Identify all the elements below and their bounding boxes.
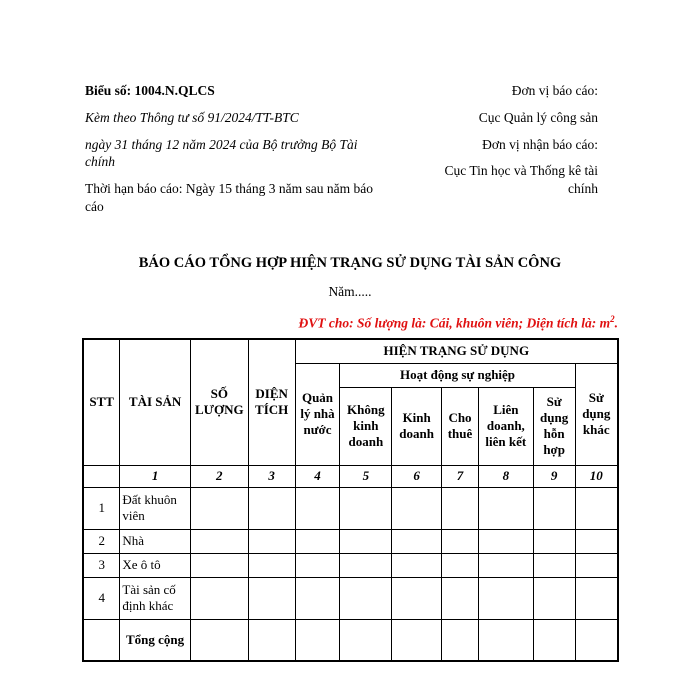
header-state-management: Quản lý nhà nước [295,363,340,465]
header-non-business: Không kinh doanh [340,387,392,465]
column-index-2: 2 [190,465,248,487]
unit-note-superscript: 2 [610,314,615,324]
row-asset-name: Đất khuôn viên [120,487,190,529]
unit-note-text: ĐVT cho: Số lượng là: Cái, khuôn viên; Diện tích là: m [298,315,611,331]
column-index-10: 10 [575,465,618,487]
asset-status-table [82,338,619,662]
column-index-5: 5 [340,465,392,487]
total-label: Tổng cộng [120,619,190,661]
column-index-8: 8 [478,465,533,487]
table-row [83,553,618,577]
header-usage-status: HIỆN TRẠNG SỬ DỤNG [295,339,618,363]
row-stt: 3 [83,553,120,577]
header-business: Kinh doanh [392,387,442,465]
column-index-9: 9 [533,465,575,487]
form-header-right [418,82,598,207]
column-index-4: 4 [295,465,340,487]
column-index-1: 1 [120,465,190,487]
header-other-use: Sử dụng khác [575,363,618,465]
header-lease: Cho thuê [442,387,479,465]
row-asset-name: Tài sản cố định khác [120,577,190,619]
row-stt: 4 [83,577,120,619]
header-service-activity: Hoạt động sự nghiệp [340,363,575,387]
header-area: DIỆN TÍCH [248,339,295,465]
attached-circular: Kèm theo Thông tư số 91/2024/TT-BTC [85,109,299,125]
column-index-3: 3 [248,465,295,487]
column-index-blank [83,465,120,487]
table-row [83,577,618,619]
unit-note [299,314,618,332]
report-title: BÁO CÁO TỔNG HỢP HIỆN TRẠNG SỬ DỤNG TÀI SẢN CÔNG [138,255,562,271]
header-quantity: SỐ LƯỢNG [190,339,248,465]
attached-circular-date: ngày 31 tháng 12 năm 2024 của Bộ trưởng Bộ Tài chính [85,136,358,170]
table-row [83,487,618,529]
column-index-row [83,465,618,487]
unit-note-end: . [614,315,618,331]
table-row [83,529,618,553]
header-mixed-use: Sử dụng hỗn hợp [533,387,575,465]
header-stt: STT [83,339,120,465]
reporting-unit: Cục Quản lý công sản [478,109,598,125]
reporting-unit-label: Đơn vị báo cáo: [511,83,598,98]
header-asset: TÀI SẢN [120,339,190,465]
receiving-unit: Cục Tin học và Thống kê tài chính [444,163,598,197]
column-index-6: 6 [392,465,442,487]
receiving-unit-label: Đơn vị nhận báo cáo: [482,136,598,152]
form-header-left [85,82,373,225]
column-index-7: 7 [442,465,479,487]
row-stt: 2 [83,529,120,553]
row-stt: 1 [83,487,120,529]
report-deadline: Thời hạn báo cáo: Ngày 15 tháng 3 năm sau năm báo cáo [85,181,373,215]
row-asset-name: Nhà [120,529,190,553]
report-year: Năm..... [328,284,372,299]
form-code: Biểu số: 1004.N.QLCS [85,83,215,98]
row-asset-name: Xe ô tô [120,553,190,577]
total-row [83,619,618,661]
header-joint-venture: Liên doanh, liên kết [478,387,533,465]
